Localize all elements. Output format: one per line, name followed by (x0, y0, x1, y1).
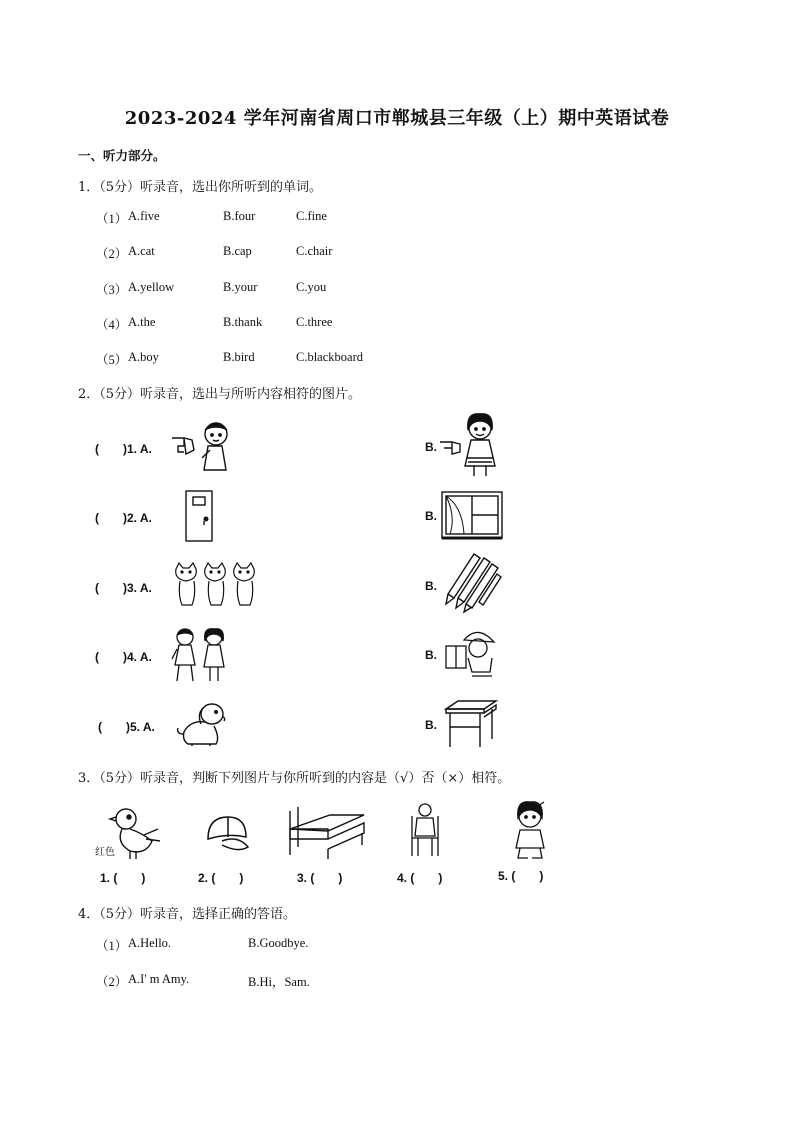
q1-item-number: （5） (96, 353, 128, 367)
q1-stem: 1．（5分）听录音，选出你所听到的单词。 (78, 180, 323, 195)
bed-picture[interactable] (286, 805, 368, 861)
q1-option-a[interactable]: A.five (128, 209, 160, 223)
q4-option-a[interactable]: A.Hello. (128, 936, 172, 950)
q1-option-a[interactable]: A.boy (128, 350, 159, 364)
q2-stem: 2．（5分）听录音，选出与所听内容相符的图片。 (78, 387, 362, 402)
q1-option-c[interactable]: C.chair (296, 244, 333, 258)
q3-label-3: 3. ( ) (297, 871, 343, 885)
q1-item-number: （1） (96, 212, 128, 226)
q2-row2-right-label: B. (425, 509, 437, 523)
q1-option-b[interactable]: B.bird (223, 350, 255, 364)
q1-item-number: （2） (96, 247, 128, 261)
cap-picture[interactable] (204, 813, 250, 857)
q1-option-b[interactable]: B.thank (223, 315, 263, 329)
boy-and-girl-picture[interactable] (170, 627, 230, 685)
q1-option-b[interactable]: B.four (223, 209, 256, 223)
q3-label-4: 4. ( ) (397, 871, 443, 885)
q2-row3-right-label: B. (425, 579, 437, 593)
boy-reading-book-picture[interactable] (442, 628, 496, 680)
girl-pointing-picture[interactable] (438, 412, 504, 478)
window-picture[interactable] (440, 490, 504, 540)
girl-touching-head-picture[interactable] (508, 800, 552, 862)
q2-row4-right-label: B. (425, 648, 437, 662)
page-title: 2023-2024 学年河南省周口市郸城县三年级（上）期中英语试卷 (124, 108, 670, 129)
q2-row1-right-label: B. (425, 440, 437, 454)
q1-option-a[interactable]: A.yellow (128, 280, 175, 294)
q1-option-c[interactable]: C.fine (296, 209, 327, 223)
q2-row4-left-label: ( )4. A. (95, 650, 152, 664)
q1-option-c[interactable]: C.you (296, 280, 327, 294)
q1-option-b[interactable]: B.your (223, 280, 258, 294)
desk-picture[interactable] (444, 697, 498, 749)
q3-label-1: 1. ( ) (100, 871, 146, 885)
q2-row5-left-label: ( )5. A. (98, 720, 155, 734)
q3-label-5: 5. ( ) (498, 869, 544, 883)
boy-pointing-self-picture[interactable] (170, 420, 234, 474)
dog-picture[interactable] (176, 700, 228, 748)
three-cats-picture[interactable] (172, 561, 260, 609)
q3-label-2: 2. ( ) (198, 871, 244, 885)
q1-option-a[interactable]: A.the (128, 315, 156, 329)
q2-row5-right-label: B. (425, 718, 437, 732)
q1-item-number: （3） (96, 283, 128, 297)
q1-option-c[interactable]: C.three (296, 315, 333, 329)
q1-option-b[interactable]: B.cap (223, 244, 252, 258)
q2-row2-left-label: ( )2. A. (95, 511, 152, 525)
door-picture[interactable] (184, 489, 214, 543)
bird-caption: 红色 (95, 847, 115, 858)
crayons-picture[interactable] (444, 550, 502, 614)
q4-item-number: （2） (96, 975, 128, 989)
section-heading-listening: 一、听力部分。 (78, 148, 166, 163)
q1-option-c[interactable]: C.blackboard (296, 350, 363, 364)
q4-option-b[interactable]: B.Hi，Sam. (248, 975, 310, 989)
q4-stem: 4．（5分）听录音，选择正确的答语。 (78, 907, 297, 922)
q4-option-a[interactable]: A.I' m Amy. (128, 972, 190, 986)
q4-option-b[interactable]: B.Goodbye. (248, 936, 309, 950)
q2-row1-left-label: ( )1. A. (95, 442, 152, 456)
person-sitting-chair-picture[interactable] (408, 802, 442, 862)
q4-item-number: （1） (96, 939, 128, 953)
q1-option-a[interactable]: A.cat (128, 244, 155, 258)
q1-item-number: （4） (96, 318, 128, 332)
q2-row3-left-label: ( )3. A. (95, 581, 152, 595)
q3-stem: 3．（5分）听录音，判断下列图片与你所听到的内容是（√）否（×）相符。 (78, 771, 511, 786)
